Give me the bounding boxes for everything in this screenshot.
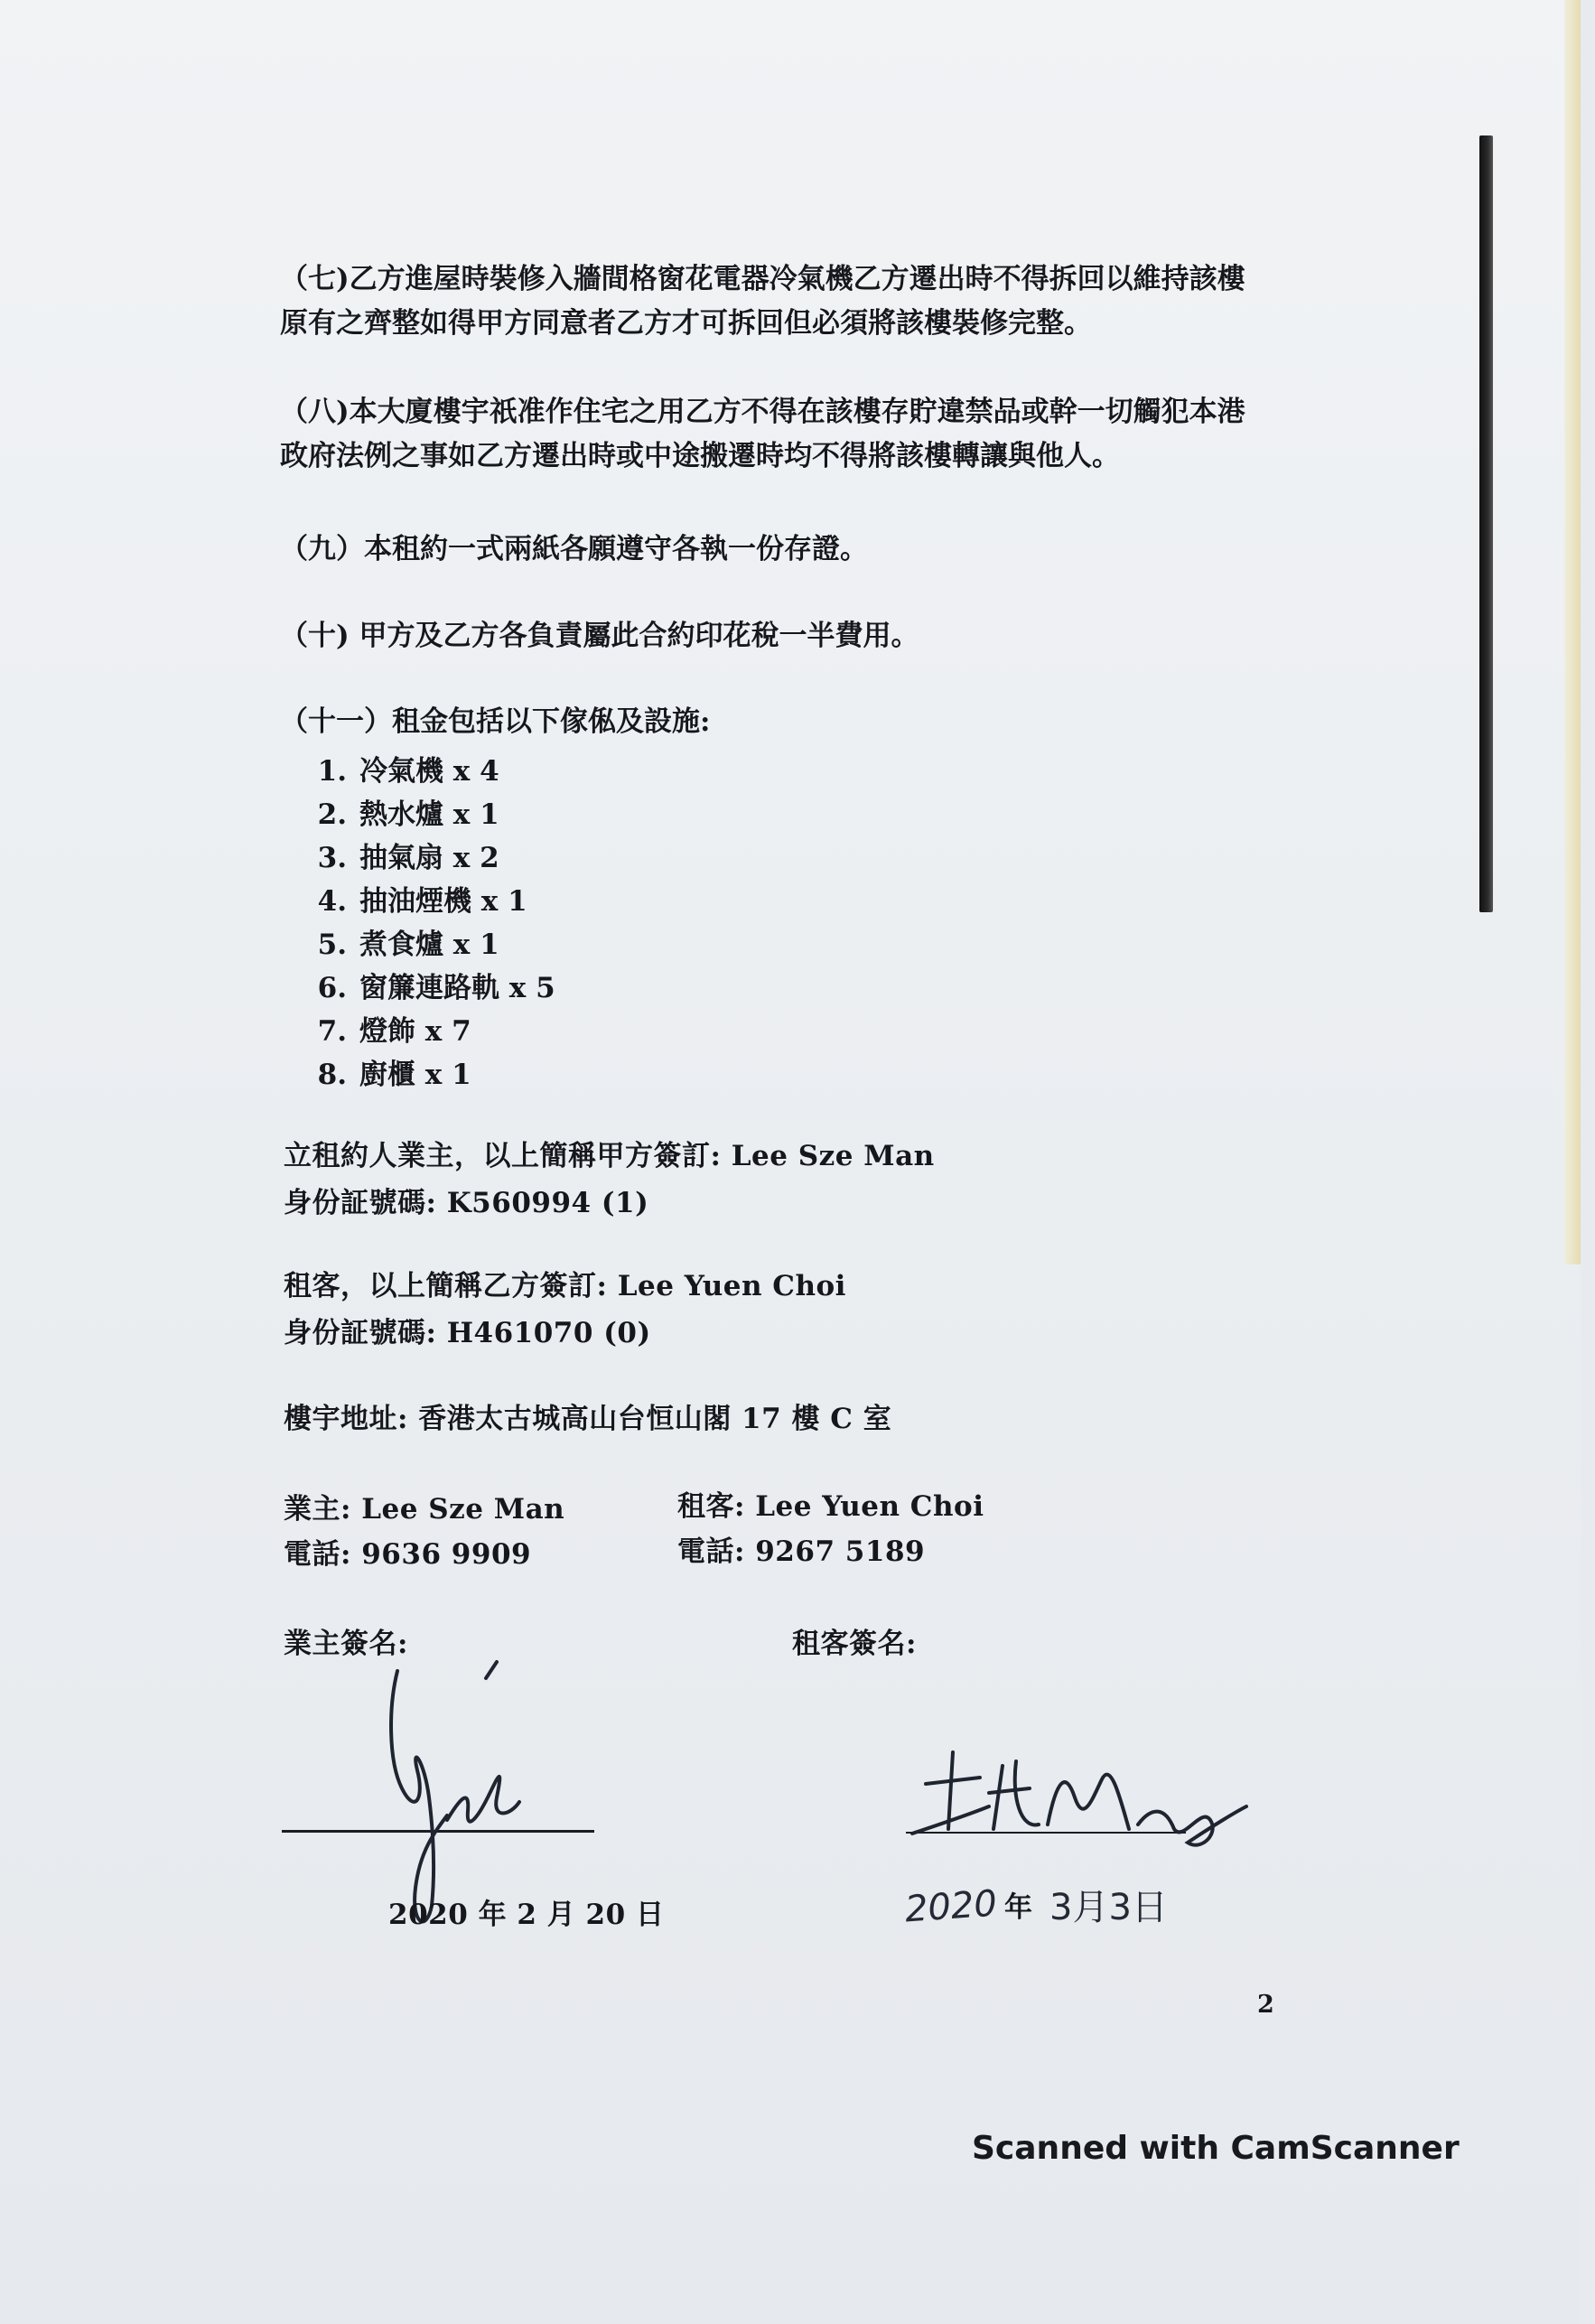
scan-margin-bar: [1479, 135, 1493, 912]
landlord-signature-label: 業主簽名:: [284, 1628, 408, 1660]
list-item: 5. 煮食爐 x 1: [317, 929, 499, 961]
landlord-name: 業主: Lee Sze Man: [284, 1493, 565, 1526]
property-address: 樓宇地址: 香港太古城高山台恒山閣 17 樓 C 室: [284, 1403, 892, 1435]
camscanner-watermark: Scanned with CamScanner: [972, 2130, 1460, 2167]
clause-9: （九）本租約一式兩紙各願遵守各執一份存證。: [280, 533, 868, 565]
tenant-signature-label: 租客簽名:: [792, 1628, 917, 1660]
list-item: 7. 燈飾 x 7: [317, 1015, 471, 1048]
tenant-sign-line: 租客，以上簡稱乙方簽訂: Lee Yuen Choi: [284, 1270, 846, 1302]
tenant-phone: 電話: 9267 5189: [677, 1535, 926, 1568]
list-item: 4. 抽油煙機 x 1: [317, 885, 527, 918]
landlord-phone: 電話: 9636 9909: [284, 1538, 532, 1571]
list-item: 2. 熱水爐 x 1: [317, 798, 499, 831]
list-item: 8. 廚櫃 x 1: [317, 1059, 471, 1091]
tenant-signature-image: [903, 1743, 1255, 1870]
landlord-sign-date: 2020 年 2 月 20 日: [388, 1899, 665, 1931]
clause-11: （十一）租金包括以下傢俬及設施:: [280, 705, 711, 738]
list-item: 1. 冷氣機 x 4: [317, 755, 499, 788]
tenant-name: 租客: Lee Yuen Choi: [677, 1490, 984, 1523]
tenant-date-rest: 3月3日: [1049, 1887, 1168, 1928]
landlord-id-line: 身份証號碼: K560994 (1): [284, 1187, 649, 1219]
page-number: 2: [1257, 1991, 1275, 2019]
list-item: 6. 窗簾連路軌 x 5: [317, 972, 555, 1004]
clause-10: （十) 甲方及乙方各負責屬此合約印花稅一半費用。: [280, 620, 919, 652]
landlord-sign-line: 立租約人業主，以上簡稱甲方簽訂: Lee Sze Man: [284, 1140, 935, 1172]
clause-8: （八)本大廈樓宇祇准作住宅之用乙方不得在該樓存貯違禁品或幹一切觸犯本港 政府法例之事如乙方遷出時或中途搬遷時均不得將該樓轉讓與他人。: [280, 396, 1245, 472]
tenant-date-year: 2020: [903, 1882, 999, 1931]
tenant-date-year-suffix: 年: [1004, 1891, 1033, 1924]
list-item: 3. 抽氣扇 x 2: [317, 842, 499, 874]
tenant-id-line: 身份証號碼: H461070 (0): [284, 1317, 651, 1349]
paper-edge: [1564, 0, 1581, 1265]
clause-7: （七)乙方進屋時裝修入牆間格窗花電器冷氣機乙方遷出時不得拆回以維持該樓 原有之齊整如得甲方同意者乙方才可拆回但必須將該樓裝修完整。: [280, 263, 1245, 340]
